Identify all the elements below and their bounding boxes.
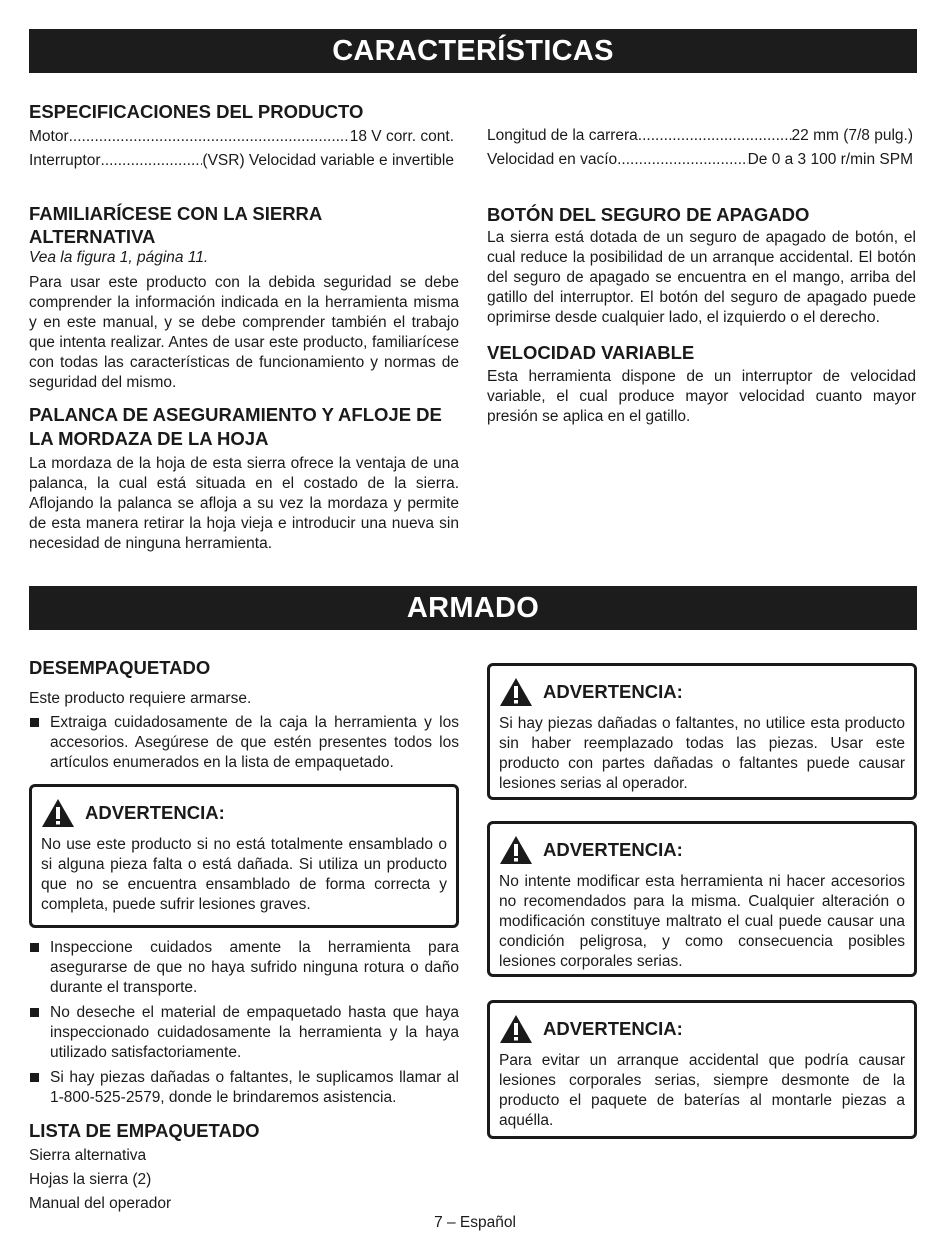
spec-label: Interruptor	[29, 152, 101, 169]
warning-header	[499, 834, 905, 866]
page-number: 7 – Español	[434, 1214, 516, 1231]
familiarice-heading: FAMILIARÍCESE CON LA SIERRA ALTERNATIVA	[29, 203, 322, 247]
warning-box-right-3	[487, 1000, 917, 1139]
boton-body: La sierra está dotada de un seguro de apagado de botón, el cual reduce la posibilidad de un arranque accidental. El botón del seguro de apagado se encuentra en el mango, arriba del gatillo del interruptor. El botón del seguro de apagado puede oprimirse desde cualquier lado, el izquierdo o el derecho.	[487, 229, 916, 326]
specs-left	[29, 125, 454, 173]
spec-row	[29, 125, 454, 149]
warning-label: ADVERTENCIA:	[543, 839, 683, 860]
boton-section	[487, 203, 916, 328]
spec-value: 22 mm (7/8 pulg.)	[791, 127, 913, 144]
velocidad-body: Esta herramienta dispone de un interruptor de velocidad variable, el cual produce mayor velocidad cuanto mayor presión se aplica en el gatillo.	[487, 368, 916, 425]
desempaquetado-heading: DESEMPAQUETADO	[29, 657, 211, 678]
spec-row	[487, 148, 913, 172]
unpack-bullets	[29, 713, 459, 773]
palanca-body: La mordaza de la hoja de esta sierra ofrece la ventaja de una palanca, la cual está situada en el costado de la sierra. Aflojando la palanca se afloja a su vez la mordaza y permite de esta manera retirar la hoja vieja e introducir una nueva sin necesidad de ninguna herramienta.	[29, 455, 459, 552]
desempaquetado-section	[29, 656, 459, 773]
boton-heading: BOTÓN DEL SEGURO DE APAGADO	[487, 204, 810, 225]
warning-header	[499, 1013, 905, 1045]
desempaquetado-intro: Este producto requiere armarse.	[29, 690, 252, 707]
warning-triangle-icon	[41, 798, 75, 828]
familiarice-body: Para usar este producto con la debida seguridad se debe comprender la información indicada en la herramienta misma y en este manual, y se debe comprender también el trabajo que intenta realizar. Antes de usar este producto, familiarícese con todas las características de funcionamiento y normas de seguridad del mismo.	[29, 274, 459, 391]
palanca-heading: PALANCA DE ASEGURAMIENTO Y AFLOJE DE LA MORDAZA DE LA HOJA	[29, 404, 442, 449]
spec-leader	[101, 149, 203, 173]
warning-text: No use este producto si no está totalmente ensamblado o si alguna pieza falta o está dañada. Si utiliza un producto que no se encuentra ensamblado de forma correcta y completa, puede sufrir lesiones graves.	[41, 836, 447, 913]
warning-triangle-icon	[499, 677, 533, 707]
unpack-bullets	[29, 938, 459, 1108]
warning-triangle-icon	[499, 1014, 533, 1044]
spec-row	[29, 149, 454, 173]
warning-label: ADVERTENCIA:	[543, 1018, 683, 1039]
bullet-item: Si hay piezas dañadas o faltantes, le suplicamos llamar al 1-800-525-2579, donde le brindaremos asistencia.	[29, 1068, 459, 1108]
spec-leader	[69, 125, 350, 149]
list-item: Sierra alternativa	[29, 1147, 147, 1164]
spec-label: Motor	[29, 128, 69, 145]
list-item: Manual del operador	[29, 1195, 172, 1212]
warning-text: Para evitar un arranque accidental que podría causar lesiones corporales serias, siempre desmonte de la producto el paquete de baterías al montarle piezas a aquélla.	[499, 1052, 905, 1129]
palanca-section	[29, 403, 459, 554]
warning-text: No intente modificar esta herramienta ni hacer accesorios no recomendados para la misma. Cualquier alteración o modificación constituye maltrato el cual puede causar una condición peligrosa, y como consecuencia posibles lesiones corporales serias.	[499, 873, 905, 970]
list-item: Hojas la sierra (2)	[29, 1171, 152, 1188]
armado-banner	[29, 586, 917, 630]
caracteristicas-title: CARACTERÍSTICAS	[332, 35, 614, 67]
spec-leader	[617, 148, 747, 172]
spec-row	[487, 124, 913, 148]
familiarice-section	[29, 202, 459, 393]
armado-title: ARMADO	[406, 592, 540, 624]
spec-leader	[638, 124, 792, 148]
specs-section	[29, 100, 459, 123]
spec-value: (VSR) Velocidad variable e invertible	[202, 152, 454, 169]
caracteristicas-banner	[29, 29, 917, 73]
desempaquetado-more	[29, 938, 459, 1108]
spec-value: 18 V corr. cont.	[349, 128, 454, 145]
velocidad-section	[487, 341, 916, 427]
specs-right	[487, 124, 913, 172]
lista-section	[29, 1119, 459, 1216]
lista-heading: LISTA DE EMPAQUETADO	[29, 1120, 260, 1141]
bullet-item: Inspeccione cuidados amente la herramienta para asegurarse de que no haya sufrido ninguna rotura o daño durante el transporte.	[29, 938, 459, 998]
warning-box-left	[29, 784, 459, 928]
bullet-item: Extraiga cuidadosamente de la caja la herramienta y los accesorios. Asegúrese de que estén presentes todos los artículos enumerados en la lista de empaquetado.	[29, 713, 459, 773]
warning-label: ADVERTENCIA:	[85, 802, 225, 823]
warning-box-right-1	[487, 663, 917, 800]
velocidad-heading: VELOCIDAD VARIABLE	[487, 342, 695, 363]
bullet-item: No deseche el material de empaquetado hasta que haya inspeccionado cuidadosamente la herramienta y la haya utilizado satisfactoriamente.	[29, 1003, 459, 1063]
warning-text: Si hay piezas dañadas o faltantes, no utilice esta producto sin haber reemplazado todas las piezas. Usar este producto con partes dañadas o faltantes puede causar lesiones serias al operador.	[499, 715, 905, 792]
spec-value: De 0 a 3 100 r/min SPM	[747, 151, 913, 168]
figure-reference: Vea la figura 1, página 11.	[29, 249, 209, 266]
spec-label: Longitud de la carrera	[487, 127, 638, 144]
warning-header	[499, 676, 905, 708]
specs-heading: ESPECIFICACIONES DEL PRODUCTO	[29, 101, 364, 122]
spec-label: Velocidad en vacío	[487, 151, 618, 168]
page-footer	[0, 1214, 950, 1232]
warning-box-right-2	[487, 821, 917, 977]
warning-header	[41, 797, 447, 829]
warning-label: ADVERTENCIA:	[543, 681, 683, 702]
warning-triangle-icon	[499, 835, 533, 865]
